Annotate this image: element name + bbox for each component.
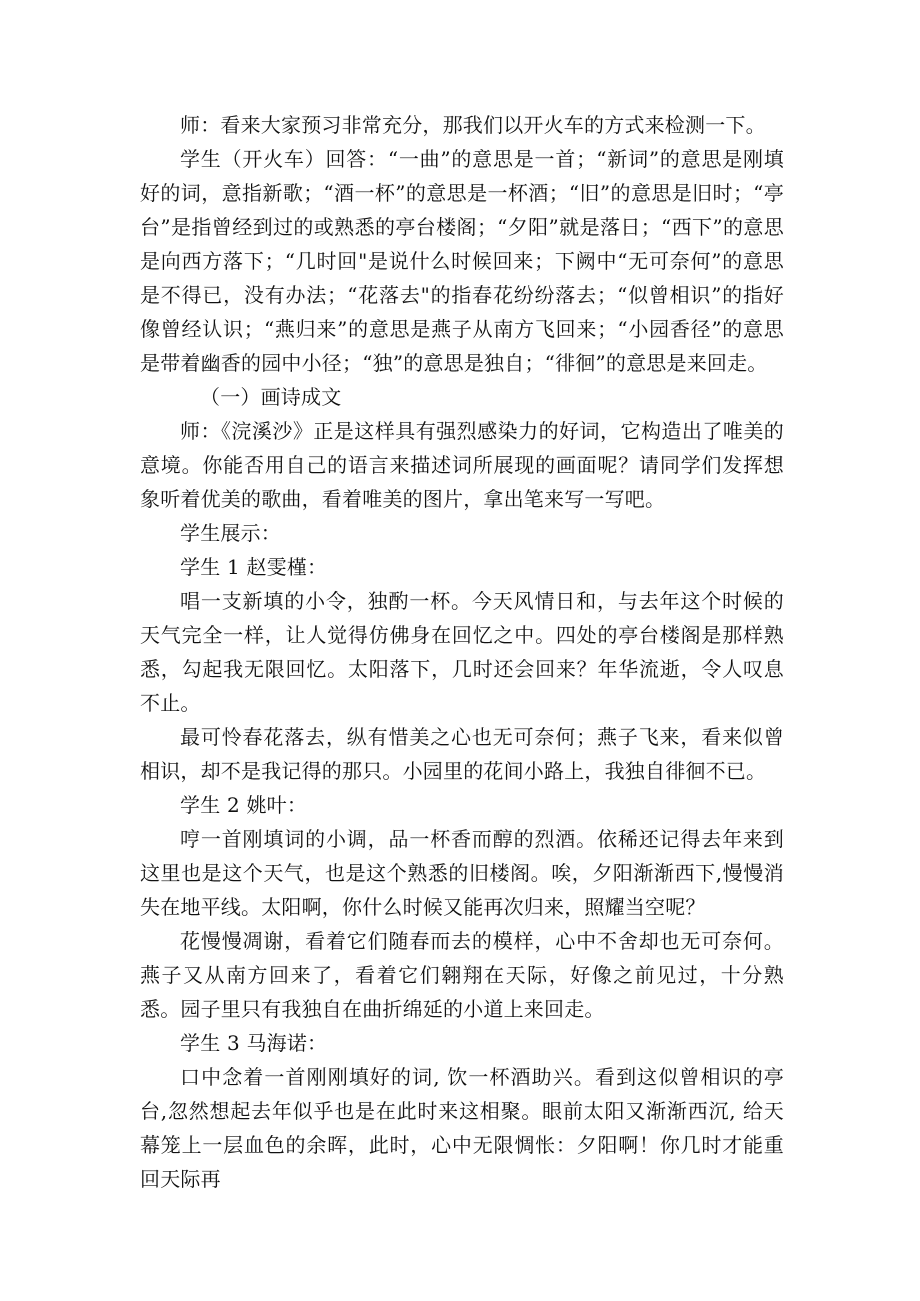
- paragraph-student-3-name: 学生 3 马海诺：: [180, 1031, 328, 1055]
- paragraph-student-display: 学生展示：: [180, 521, 281, 545]
- paragraph-student-2-text-a: 哼一首刚填词的小调，品一杯香而醇的烈酒。依稀还记得去年来到这里也是这个天气，也是这个熟悉的旧楼阁。唉，夕阳渐渐西下,慢慢消失在地平线。太阳啊，你什么时候又能再次归来，照耀当空呢？: [140, 827, 784, 919]
- paragraph-student-answers: 学生（开火车）回答：“一曲”的意思是一首；“新词”的意思是刚填好的词，意指新歌；“酒一杯”的意思是一杯酒；“旧”的意思是旧时；“亭台”是指曾经到过的或熟悉的亭台楼阁；“夕阳”就是落日；“西下”的意思是向西方落下；“几时回"是说什么时候回来；下阙中“无可奈何”的意思是不得已，没有办法；“花落去"的指春花纷纷落去；“似曾相识”的指好像曾经认识；“燕归来”的意思是燕子从南方飞回来；“小园香径”的意思是带着幽香的园中小径；“独”的意思是独自；“徘徊”的意思是来回走。: [140, 147, 784, 375]
- paragraph-teacher-prompt: 师：《浣溪沙》正是这样具有强烈感染力的好词，它构造出了唯美的意境。你能否用自己的语言来描述词所展现的画面呢？请同学们发挥想象听着优美的歌曲，看着唯美的图片，拿出笔来写一写吧。: [140, 419, 784, 511]
- paragraph-student-3-text: 口中念着一首刚刚填好的词, 饮一杯酒助兴。看到这似曾相识的亭台,忽然想起去年似乎也是在此时来这相聚。眼前太阳又渐渐西沉, 给天幕笼上一层血色的余晖，此时，心中无限惆怅：夕阳啊！你几时才能重回天际再: [140, 1065, 784, 1191]
- paragraph-student-2-text-b: 花慢慢凋谢，看着它们随春而去的模样，心中不舍却也无可奈何。燕子又从南方回来了，看着它们翱翔在天际，好像之前见过，十分熟悉。园子里只有我独自在曲折绵延的小道上来回走。: [140, 929, 784, 1021]
- paragraph-teacher-intro: 师：看来大家预习非常充分，那我们以开火车的方式来检测一下。: [180, 113, 766, 137]
- paragraph-student-1-name: 学生 1 赵雯槿：: [180, 555, 328, 579]
- paragraph-student-1-text-a: 唱一支新填的小令，独酌一杯。今天风情日和，与去年这个时候的天气完全一样，让人觉得仿佛身在回忆之中。四处的亭台楼阁是那样熟悉，勾起我无限回忆。太阳落下，几时还会回来？年华流逝，令人叹息不止。: [140, 589, 784, 715]
- paragraph-student-2-name: 学生 2 姚叶：: [180, 793, 308, 817]
- paragraph-student-1-text-b: 最可怜春花落去，纵有惜美之心也无可奈何；燕子飞来，看来似曾相识，却不是我记得的那只。小园里的花间小路上，我独自徘徊不已。: [140, 725, 784, 783]
- document-body: [140, 108, 784, 1196]
- section-heading: （一）画诗成文: [200, 385, 342, 409]
